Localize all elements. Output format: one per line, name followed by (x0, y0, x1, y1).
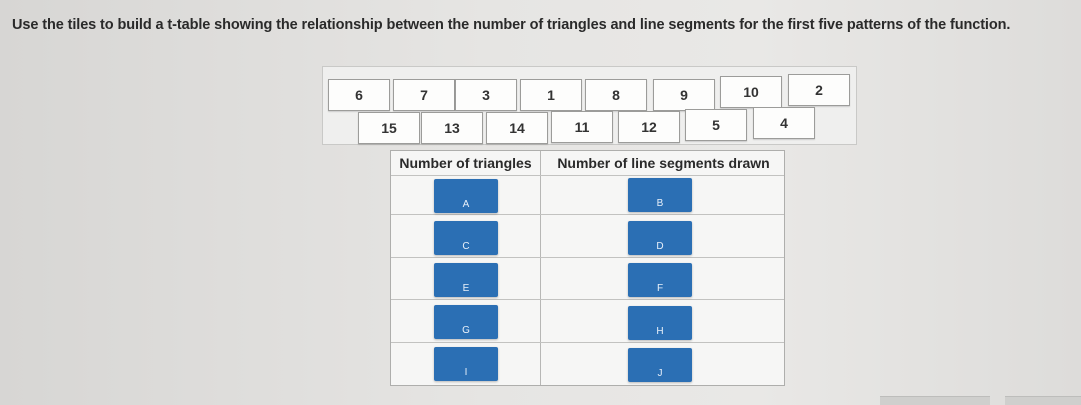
bottom-control[interactable] (1005, 396, 1081, 405)
drop-zone-f[interactable]: F (628, 263, 692, 297)
row-divider (391, 214, 784, 215)
number-tile[interactable]: 13 (421, 112, 483, 144)
number-tile[interactable]: 4 (753, 107, 815, 139)
drop-zone-c[interactable]: C (434, 221, 498, 255)
number-tile[interactable]: 8 (585, 79, 647, 111)
number-tile[interactable]: 14 (486, 112, 548, 144)
number-tile[interactable]: 12 (618, 111, 680, 143)
bottom-control[interactable] (880, 396, 990, 405)
number-tile[interactable]: 11 (551, 111, 613, 143)
drop-zone-j[interactable]: J (628, 348, 692, 382)
number-tile[interactable]: 2 (788, 74, 850, 106)
drop-zone-i[interactable]: I (434, 347, 498, 381)
tile-bank (322, 66, 857, 145)
row-divider (391, 175, 784, 176)
drop-zone-a[interactable]: A (434, 179, 498, 213)
row-divider (391, 257, 784, 258)
number-tile[interactable]: 9 (653, 79, 715, 111)
column-divider (540, 151, 541, 385)
header-triangles: Number of triangles (399, 155, 532, 171)
row-divider (391, 342, 784, 343)
drop-zone-b[interactable]: B (628, 178, 692, 212)
number-tile[interactable]: 5 (685, 109, 747, 141)
instructions-text: Use the tiles to build a t-table showing the relationship between the number of triangles and line segments for the first five patterns of the function. (12, 17, 1011, 33)
number-tile[interactable]: 7 (393, 79, 455, 111)
number-tile[interactable]: 3 (455, 79, 517, 111)
drop-zone-g[interactable]: G (434, 305, 498, 339)
drop-zone-d[interactable]: D (628, 221, 692, 255)
t-table (390, 150, 785, 386)
number-tile[interactable]: 1 (520, 79, 582, 111)
drop-zone-e[interactable]: E (434, 263, 498, 297)
row-divider (391, 299, 784, 300)
drop-zone-h[interactable]: H (628, 306, 692, 340)
number-tile[interactable]: 10 (720, 76, 782, 108)
number-tile[interactable]: 15 (358, 112, 420, 144)
header-line-segments: Number of line segments drawn (557, 155, 770, 171)
number-tile[interactable]: 6 (328, 79, 390, 111)
